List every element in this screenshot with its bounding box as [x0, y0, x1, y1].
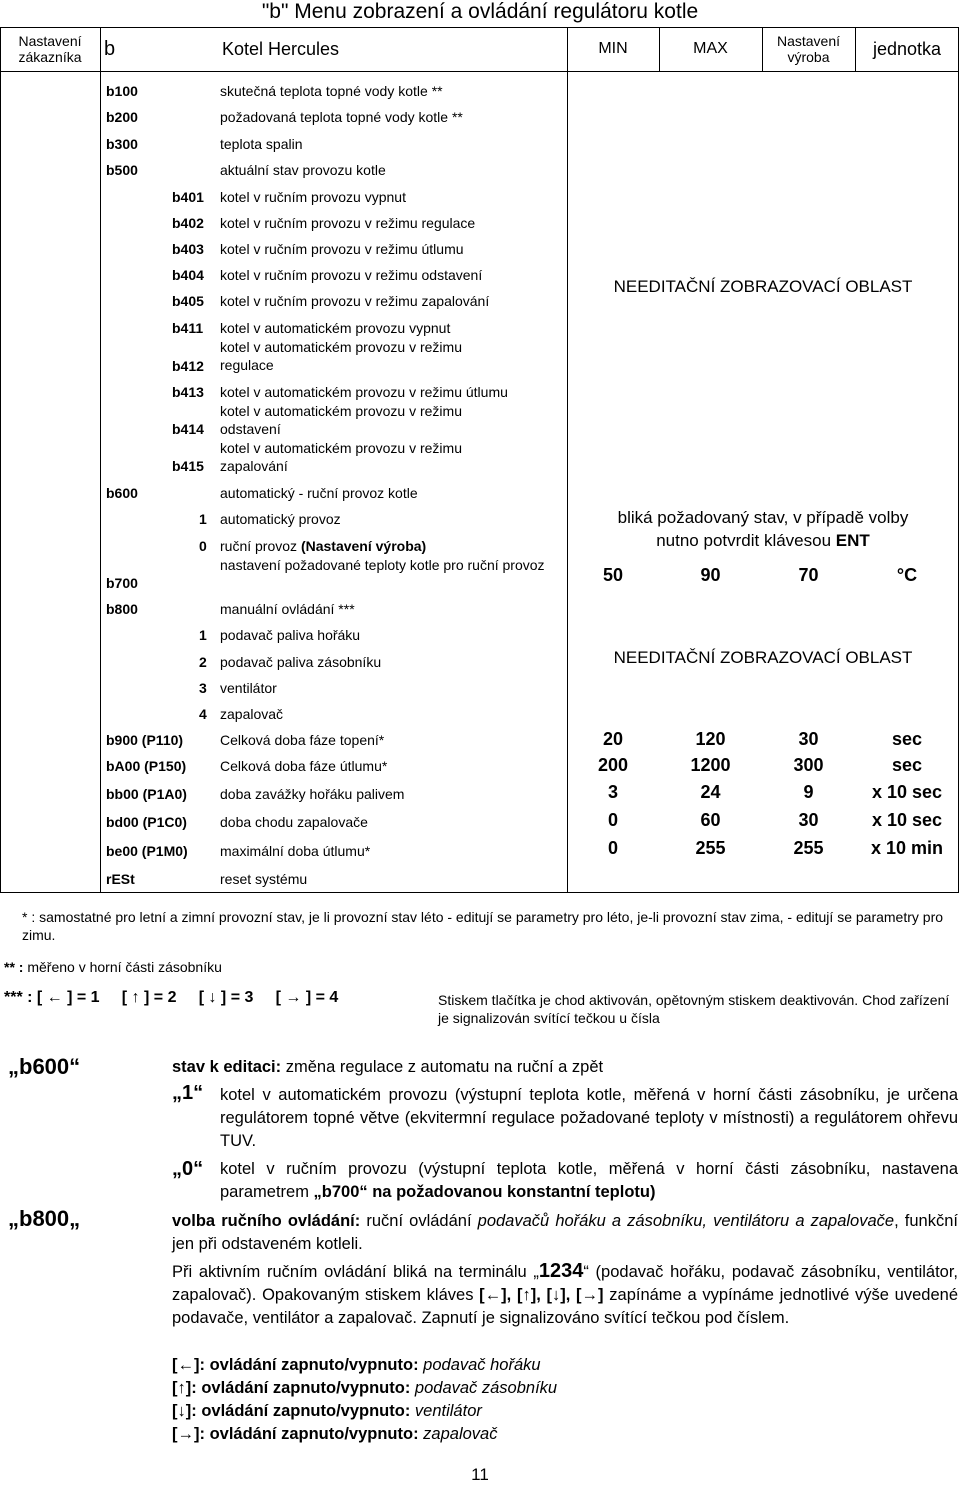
non-editable-area: NEEDITAČNÍ ZOBRAZOVACÍ OBLAST: [613, 648, 913, 667]
param-code: b402: [172, 215, 204, 231]
param-desc: Celková doba fáze útlumu*: [220, 758, 388, 774]
b600-heading: stav k editaci: změna regulace z automatu na ruční a zpět: [172, 1058, 604, 1076]
b800-key2: [↑]: ovládání zapnuto/vypnuto: podavač zásobníku: [172, 1379, 558, 1397]
header-factory: Nastavení výroba: [776, 33, 841, 65]
b600-item1-text: kotel v automatickém provozu (výstupní teplota kotle, měřená v horní části zásobníku, je určena regulátorem topné větve (ekvitermní regulace požadované teploty v místnosti) a regulátorem ohřevu TUV.: [220, 1086, 958, 1150]
param-desc: kotel v ručním provozu v režimu regulace: [220, 215, 476, 231]
param-code: b300: [106, 136, 138, 152]
param-desc: kotel v ručním provozu vypnut: [220, 189, 406, 205]
page-title: "b" Menu zobrazení a ovládání regulátoru kotle: [261, 0, 699, 23]
option-desc: zapalovač: [220, 706, 284, 722]
max-value: 1200: [690, 755, 731, 775]
param-code: b800: [106, 601, 138, 617]
min-value: 0: [607, 810, 618, 830]
param-code: b700: [106, 575, 138, 591]
b800-key3: [↓]: ovládání zapnuto/vypnuto: ventilátor: [172, 1402, 482, 1420]
param-code: b500: [106, 162, 138, 178]
param-desc: maximální doba útlumu*: [220, 843, 371, 859]
unit-value: sec: [891, 729, 923, 749]
param-code: b900 (P110): [106, 732, 184, 748]
option-code: 0: [199, 538, 207, 554]
col-divider: [100, 27, 101, 893]
b800-key1: [←]: ovládání zapnuto/vypnuto: podavač hořáku: [172, 1356, 541, 1374]
factory-value: 30: [798, 729, 819, 749]
max-value: 60: [700, 810, 721, 830]
option-desc: automatický provoz: [220, 511, 341, 527]
factory-value: 30: [798, 810, 819, 830]
footnote-star1: * : samostatné pro letní a zimní provozní stav, je li provozní stav léto - editují se parametry pro léto, je-li provozní stav zima, - editují se parametry pro zimu.: [22, 909, 944, 943]
option-code: 4: [199, 706, 207, 722]
max-value: 255: [695, 838, 726, 858]
unit-value: x 10 min: [870, 838, 944, 858]
b700-max: 90: [700, 565, 721, 585]
param-code: b412: [172, 358, 204, 374]
min-value: 3: [607, 782, 618, 802]
b600-item1-label: „1“: [172, 1082, 204, 1104]
min-value: 200: [597, 755, 629, 775]
option-code: 1: [199, 627, 207, 643]
option-code: 2: [199, 654, 207, 670]
param-code: b403: [172, 241, 204, 257]
param-desc: reset systému: [220, 871, 308, 887]
param-code: b414: [172, 421, 204, 437]
option-code: 3: [199, 680, 207, 696]
b600-note: nutno potvrdit klávesou ENT: [656, 531, 870, 550]
param-code: b200: [106, 109, 138, 125]
param-code: b401: [172, 189, 204, 205]
param-code: rESt: [106, 871, 135, 887]
b800-key4: [→]: ovládání zapnuto/vypnuto: zapalovač: [172, 1425, 498, 1443]
param-desc: kotel v automatickém provozu vypnut: [220, 320, 451, 336]
unit-value: x 10 sec: [871, 810, 943, 830]
b800-p1: volba ručního ovládání: ruční ovládání podavačů hořáku a zásobníku, ventilátoru a zapalovače, funkční jen při odstaveném kotleli.: [172, 1212, 958, 1253]
param-code: b100: [106, 83, 138, 99]
factory-value: 255: [793, 838, 824, 858]
option-desc: podavač paliva zásobníku: [220, 654, 382, 670]
factory-value: 9: [803, 782, 814, 802]
max-value: 24: [700, 782, 721, 802]
param-desc: Celková doba fáze topení*: [220, 732, 385, 748]
param-code: b411: [172, 320, 204, 336]
unit-value: x 10 sec: [871, 782, 943, 802]
b700-unit: °C: [896, 565, 918, 585]
param-code: b600: [106, 485, 138, 501]
param-code: bd00 (P1C0): [106, 814, 187, 830]
param-desc: manuální ovládání ***: [220, 601, 355, 617]
param-desc: nastavení požadované teploty kotle pro ruční provoz: [220, 557, 545, 573]
header-b: b: [104, 38, 116, 60]
b600-item0-text: kotel v ručním provozu (výstupní teplota kotle, měřená v horní části zásobníku, nastavena parametrem „b700“ na požadovanou konstantní teplotu): [220, 1160, 958, 1201]
param-code: b404: [172, 267, 204, 283]
param-desc: požadovaná teplota topné vody kotle **: [220, 109, 463, 125]
param-desc: kotel v automatickém provozu v režimu útlumu: [220, 384, 508, 400]
param-desc: kotel v ručním provozu v režimu útlumu: [220, 241, 464, 257]
param-desc: doba zavážky hořáku palivem: [220, 786, 405, 802]
param-desc: kotel v automatickém provozu v režimu odstavení: [220, 403, 462, 437]
option-desc: ruční provoz (Nastavení výroba): [220, 538, 427, 554]
b600-note: bliká požadovaný stav, v případě volby: [617, 508, 909, 527]
param-desc: kotel v ručním provozu v režimu odstavení: [220, 267, 483, 283]
b800-p2: Při aktivním ručním ovládání bliká na terminálu „1234“ (podavač hořáku, podavač zásobníku, ventilátor, zapalovač). Opakovaným stiskem kláves [←], [↑], [↓], [→] zapínáme a vypínáme jednotlivé výše uvedené podavače, ventilátor a zapalovač. Zapnutí je signalizováno svítící tečkou pod číslem.: [172, 1260, 959, 1327]
factory-value: 300: [793, 755, 824, 775]
header-min: MIN: [598, 40, 628, 57]
header-divider: [0, 71, 959, 72]
option-desc: podavač paliva hořáku: [220, 627, 361, 643]
param-desc: kotel v ručním provozu v režimu zapalování: [220, 293, 490, 309]
min-value: 20: [602, 729, 624, 749]
b700-min: 50: [602, 565, 624, 585]
b800-label: „b800„: [8, 1206, 81, 1231]
option-desc: ventilátor: [220, 680, 277, 696]
param-code: b413: [172, 384, 204, 400]
non-editable-area: NEEDITAČNÍ ZOBRAZOVACÍ OBLAST: [613, 277, 913, 296]
max-value: 120: [695, 729, 726, 749]
b600-label: „b600“: [8, 1054, 81, 1079]
b600-item0-label: „0“: [172, 1158, 204, 1180]
param-desc: automatický - ruční provoz kotle: [220, 485, 418, 501]
header-boiler: Kotel Hercules: [222, 39, 340, 59]
footnote-star3: *** : [ ← ] = 1 [ ↑ ] = 2 [ ↓ ] = 3 [ → ] = 4: [4, 989, 339, 1006]
footnote-star3-desc: Stiskem tlačítka je chod aktivován, opětovným stiskem deaktivován. Chod zařízení je signalizován svítící tečkou u čísla: [438, 992, 950, 1026]
param-code: b415: [172, 458, 204, 474]
param-code: bA00 (P150): [106, 758, 187, 774]
header-customer: Nastavení zákazníka: [18, 33, 82, 65]
param-desc: kotel v automatickém provozu v režimu regulace: [220, 339, 462, 373]
header-max: MAX: [693, 40, 728, 57]
b700-factory: 70: [798, 565, 819, 585]
min-value: 0: [607, 838, 618, 858]
param-desc: doba chodu zapalovače: [220, 814, 368, 830]
option-code: 1: [199, 511, 207, 527]
header-unit: jednotka: [872, 39, 942, 59]
unit-value: sec: [891, 755, 923, 775]
param-desc: kotel v automatickém provozu v režimu zapalování: [220, 440, 462, 474]
param-desc: aktuální stav provozu kotle: [220, 162, 386, 178]
param-desc: teplota spalin: [220, 136, 303, 152]
param-code: bb00 (P1A0): [106, 786, 187, 802]
footnote-star2: ** : měřeno v horní části zásobníku: [4, 959, 222, 975]
param-desc: skutečná teplota topné vody kotle **: [220, 83, 443, 99]
param-code: b405: [172, 293, 204, 309]
page-number: 11: [471, 1465, 489, 1484]
param-code: be00 (P1M0): [106, 843, 188, 859]
